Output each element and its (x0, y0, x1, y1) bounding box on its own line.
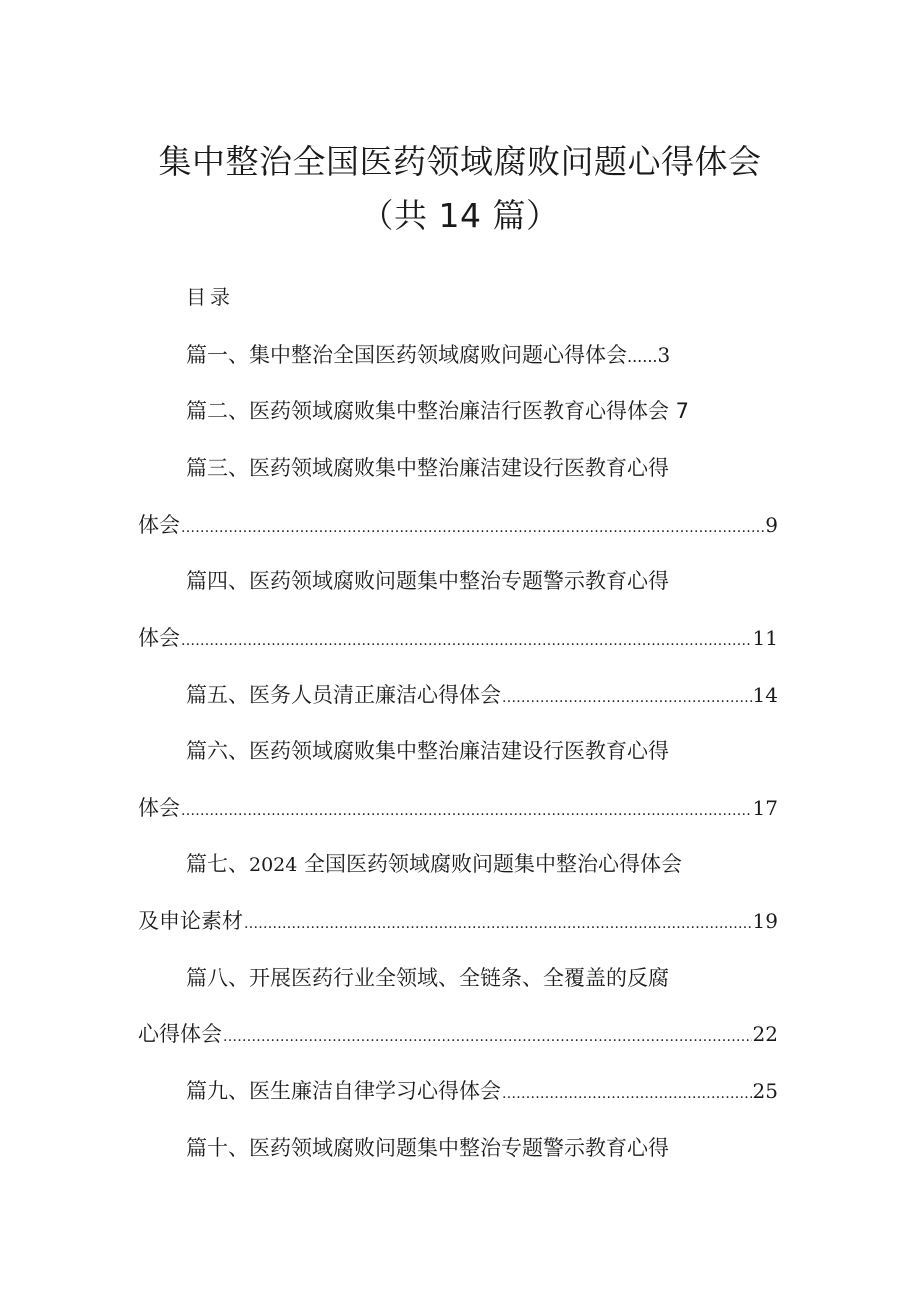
toc-entry-text: 篇八、开展医药行业全领域、全链条、全覆盖的反腐 (186, 966, 669, 990)
toc-entry-3[interactable] (186, 451, 746, 485)
toc-entry-3-continued[interactable] (138, 508, 778, 542)
toc-entry-8[interactable] (186, 961, 746, 995)
toc-entry-7[interactable] (186, 847, 766, 881)
toc-entry-5[interactable] (186, 678, 778, 712)
document-title: 集中整治全国医药领域腐败问题心得体会 (158, 142, 762, 181)
toc-entry-page: 17 (752, 796, 778, 820)
toc-entry-leader: ...... (627, 347, 658, 366)
toc-entry-page: 14 (752, 683, 778, 707)
toc-entry-text: 篇五、医务人员清正廉洁心得体会 (186, 683, 501, 707)
toc-entry-page: 25 (752, 1079, 778, 1103)
toc-entry-page: 22 (752, 1022, 778, 1046)
toc-entry-10[interactable] (186, 1131, 746, 1165)
toc-entry-4[interactable] (186, 564, 746, 598)
toc-entry-text: 体会 (138, 513, 180, 537)
toc-dot-leader (223, 1020, 752, 1054)
toc-entry-text: 篇三、医药领域腐败集中整治廉洁建设行医教育心得 (186, 456, 669, 480)
toc-entry-year: 2024 (249, 854, 298, 876)
toc-entry-8-continued[interactable] (138, 1017, 778, 1051)
toc-entry-6[interactable] (186, 734, 746, 768)
toc-dot-leader (502, 681, 752, 715)
toc-entry-2[interactable] (186, 394, 766, 428)
toc-entry-9[interactable] (186, 1074, 778, 1108)
toc-dot-leader (244, 907, 752, 941)
toc-heading: 目录 (186, 285, 234, 309)
toc-dot-leader (502, 1077, 752, 1111)
toc-entry-text: 篇十、医药领域腐败问题集中整治专题警示教育心得 (186, 1136, 669, 1160)
toc-entry-text: 篇四、医药领域腐败问题集中整治专题警示教育心得 (186, 569, 669, 593)
toc-entry-page: 3 (657, 343, 671, 367)
toc-entry-text (186, 847, 682, 882)
toc-entry-text: 篇二、医药领域腐败集中整治廉洁行医教育心得体会 7 (186, 399, 690, 423)
toc-entry-text: 篇九、医生廉洁自律学习心得体会 (186, 1079, 501, 1103)
toc-entry-text: 心得体会 (138, 1022, 222, 1046)
toc-entry-rest: 全国医药领域腐败问题集中整治心得体会 (297, 852, 683, 876)
toc-entry-page: 19 (752, 909, 778, 933)
toc-dot-leader (181, 624, 752, 658)
toc-entry-text: 及申论素材 (138, 909, 243, 933)
toc-entry-6-continued[interactable] (138, 791, 778, 825)
toc-entry-text: 体会 (138, 796, 180, 820)
toc-entry-page: 9 (765, 513, 778, 537)
toc-dot-leader (181, 511, 764, 545)
toc-entry-1[interactable] (186, 338, 746, 372)
toc-entry-text: 篇一、集中整治全国医药领域腐败问题心得体会 (186, 343, 627, 367)
toc-dot-leader (181, 794, 752, 828)
toc-entry-4-continued[interactable] (138, 621, 778, 655)
toc-entry-prefix: 篇七、 (186, 852, 249, 876)
toc-entry-text: 篇六、医药领域腐败集中整治廉洁建设行医教育心得 (186, 739, 669, 763)
toc-entry-7-continued[interactable] (138, 904, 778, 938)
toc-entry-page: 11 (752, 626, 778, 650)
toc-entry-text: 体会 (138, 626, 180, 650)
document-subtitle: （共 14 篇） (360, 196, 560, 235)
